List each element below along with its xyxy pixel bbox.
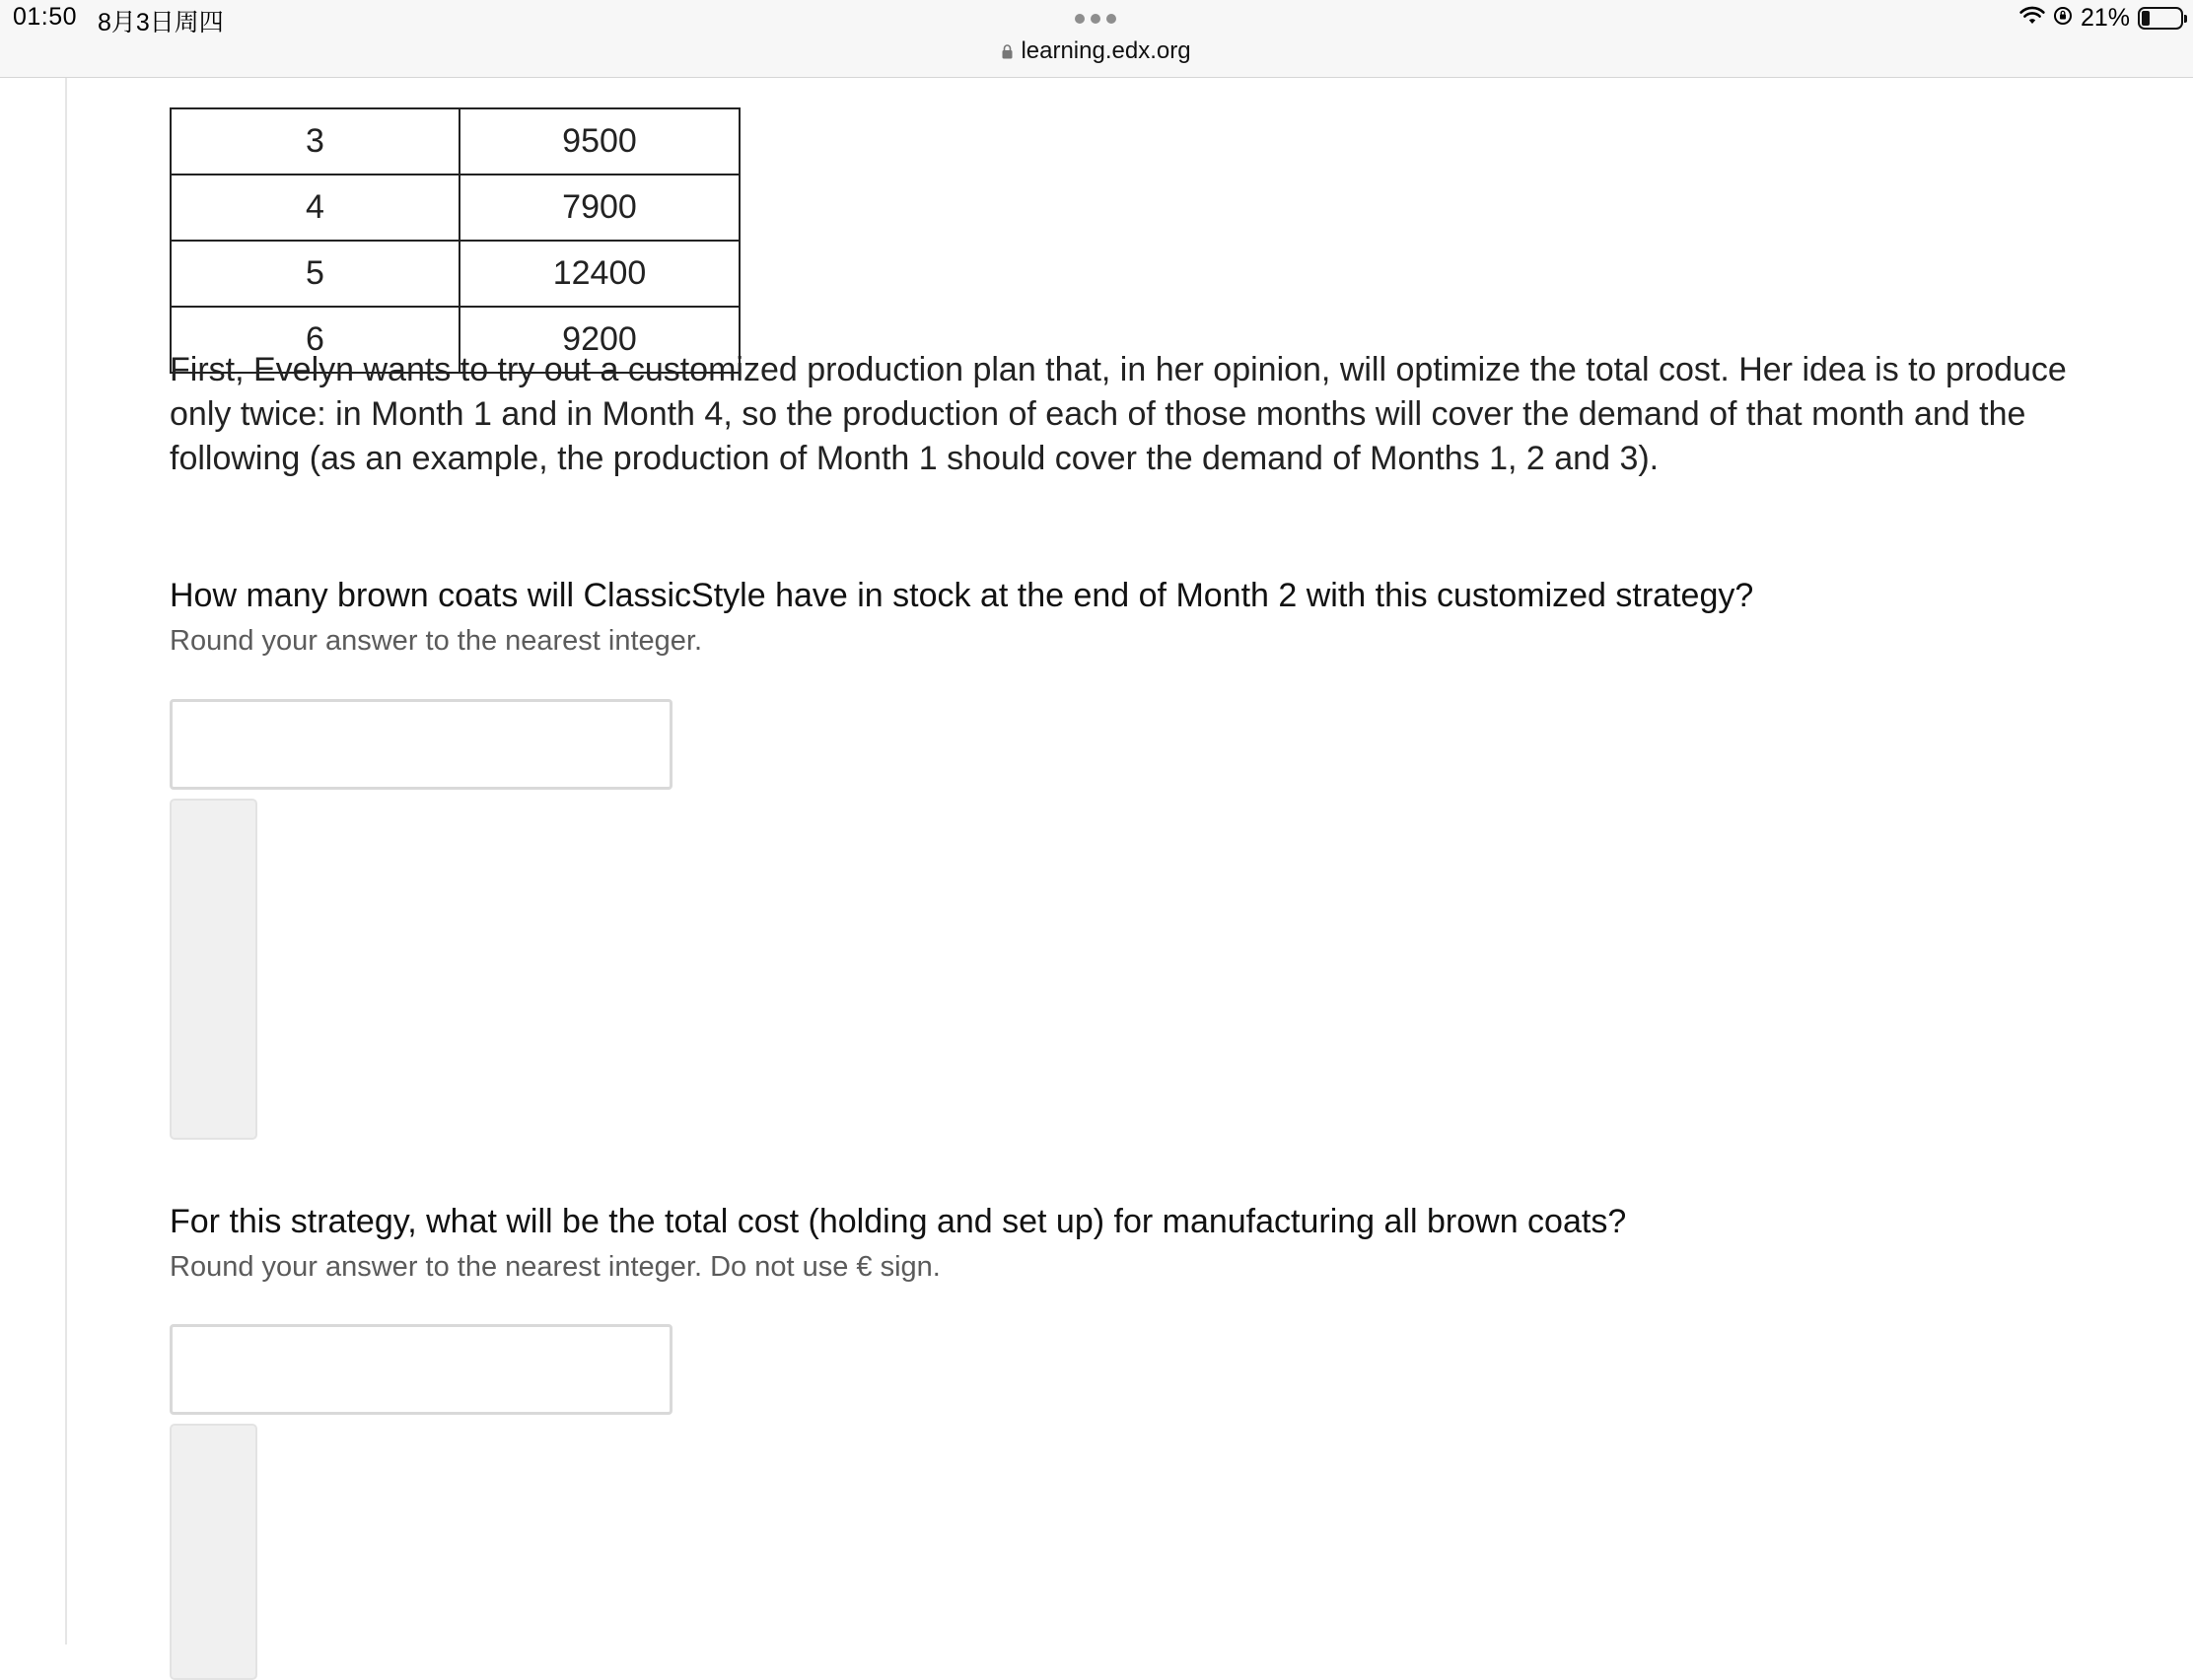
status-bar xyxy=(0,0,2193,78)
month-cell: 4 xyxy=(171,175,460,241)
demand-table xyxy=(170,107,741,374)
question-1-hint: Round your answer to the nearest integer. xyxy=(170,625,703,657)
demand-cell: 9500 xyxy=(460,108,740,175)
question-2-text: For this strategy, what will be the total cost (holding and set up) for manufacturing all brown coats? xyxy=(170,1203,1627,1240)
month-cell: 6 xyxy=(171,307,460,373)
month-cell: 5 xyxy=(171,241,460,307)
question-2-feedback-area xyxy=(170,1424,257,1680)
battery-icon xyxy=(2138,7,2183,30)
question-1-text: How many brown coats will ClassicStyle have in stock at the end of Month 2 with this customized strategy? xyxy=(170,577,1754,614)
wifi-icon xyxy=(2019,4,2045,33)
month-cell: 3 xyxy=(171,108,460,175)
status-indicators xyxy=(2019,4,2183,33)
table-row xyxy=(171,175,740,241)
demand-cell: 9200 xyxy=(460,307,740,373)
multitasking-dots-icon[interactable] xyxy=(1075,14,1116,24)
status-time: 01:50 xyxy=(13,3,78,31)
question-1-feedback-area xyxy=(170,799,257,1140)
table-row xyxy=(171,241,740,307)
demand-cell: 7900 xyxy=(460,175,740,241)
question-2-hint: Round your answer to the nearest integer. Do not use € sign. xyxy=(170,1251,941,1283)
battery-percent: 21% xyxy=(2080,4,2130,32)
table-viewport xyxy=(0,78,2193,358)
status-date: 8月3日周四 xyxy=(98,9,224,36)
lock-icon xyxy=(1002,38,1013,53)
question-2-answer-input[interactable] xyxy=(170,1324,672,1415)
url-text: learning.edx.org xyxy=(1021,37,1191,64)
battery-fill xyxy=(2142,11,2150,26)
problem-description: First, Evelyn wants to try out a customized production plan that, in her opinion, will optimize the total cost. Her idea is to produce only twice: in Month 1 and in Month 4, so the production of each of those months will cover the demand of that month and the following (as an example, the production of Month 1 should cover the demand of Months 1, 2 and 3). xyxy=(170,351,2067,477)
table-row xyxy=(171,108,740,175)
address-bar[interactable] xyxy=(0,37,2193,65)
demand-cell: 12400 xyxy=(460,241,740,307)
orientation-lock-icon xyxy=(2053,4,2073,33)
question-1-answer-input[interactable] xyxy=(170,699,672,790)
